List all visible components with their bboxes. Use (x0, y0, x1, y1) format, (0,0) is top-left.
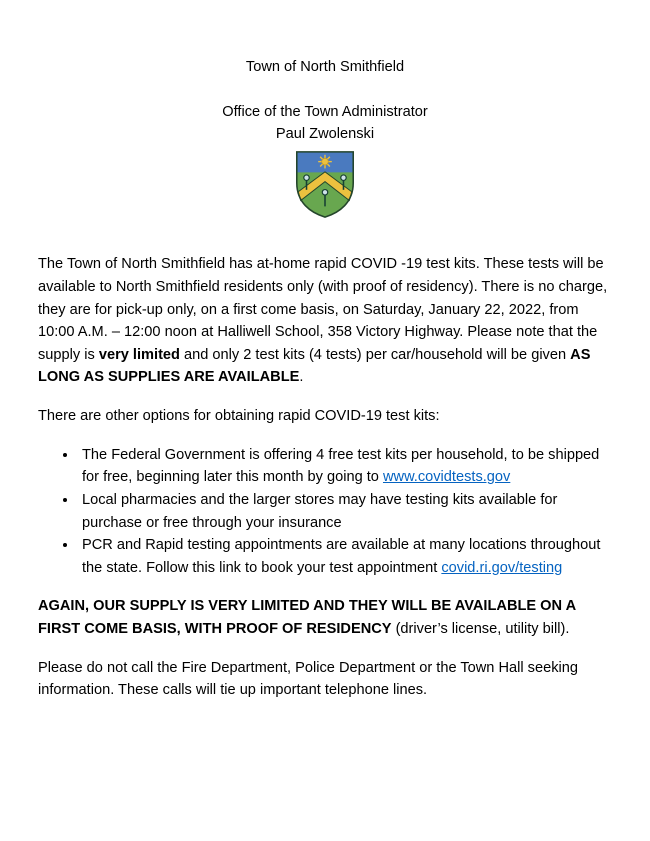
intro-text-2: and only 2 test kits (4 tests) per car/household will be given (179, 346, 571, 363)
intro-text-3: . (299, 369, 304, 386)
page-title: Town of North Smithfield (245, 59, 405, 75)
list-item-text: Local pharmacies and the larger stores may have testing kits available for purchase or free through your insurance (82, 491, 558, 531)
options-list (38, 444, 612, 580)
intro-bold-supplies: AS LONG AS SUPPLIES ARE AVAILABLE (38, 346, 591, 386)
town-crest-icon (293, 148, 357, 220)
closing-paragraph: Please do not call the Fire Department, Police Department or the Town Hall seeking information. These calls will tie up important telephone lines. (38, 659, 578, 699)
supply-warning (38, 595, 612, 640)
intro-paragraph (38, 253, 612, 389)
list-item-federal-kits (78, 444, 612, 489)
covid-ri-testing-link[interactable]: covid.ri.gov/testing (441, 559, 563, 576)
supply-warning-bold: AGAIN, OUR SUPPLY IS VERY LIMITED AND THEY WILL BE AVAILABLE ON A FIRST COME BASIS, WITH PROOF OF RESIDENCY (38, 598, 576, 637)
list-item-text: The Federal Government is offering 4 free test kits per household, to be shipped for free, beginning later this month by going to (82, 446, 600, 486)
intro-text-1: The Town of North Smithfield has at-home rapid COVID -19 test kits. These tests will be available to North Smithfield residents only (with proof of residency). There is no charge, they are for pick-up only, on a first come basis, on Saturday, January 22, 2022, from 10:00 A.M. – 12:00 noon at Halliwell School, 358 Victory Highway. Please note that the supply is (38, 256, 608, 363)
list-item-pharmacies (78, 489, 612, 534)
options-intro: There are other options for obtaining rapid COVID-19 test kits: (38, 408, 440, 425)
document-header (38, 56, 612, 227)
town-crest-logo (38, 148, 612, 228)
office-title: Office of the Town Administrator (222, 103, 428, 120)
administrator-name: Paul Zwolenski (275, 126, 375, 143)
intro-bold-very-limited: very limited (98, 346, 180, 363)
list-item-text: PCR and Rapid testing appointments are available at many locations throughout the state. Follow this link to book your test appointment (82, 537, 601, 576)
covidtests-link[interactable]: www.covidtests.gov (382, 469, 511, 486)
list-item-testing-appointments (78, 534, 612, 579)
supply-warning-normal: (driver’s license, utility bill). (391, 620, 570, 637)
